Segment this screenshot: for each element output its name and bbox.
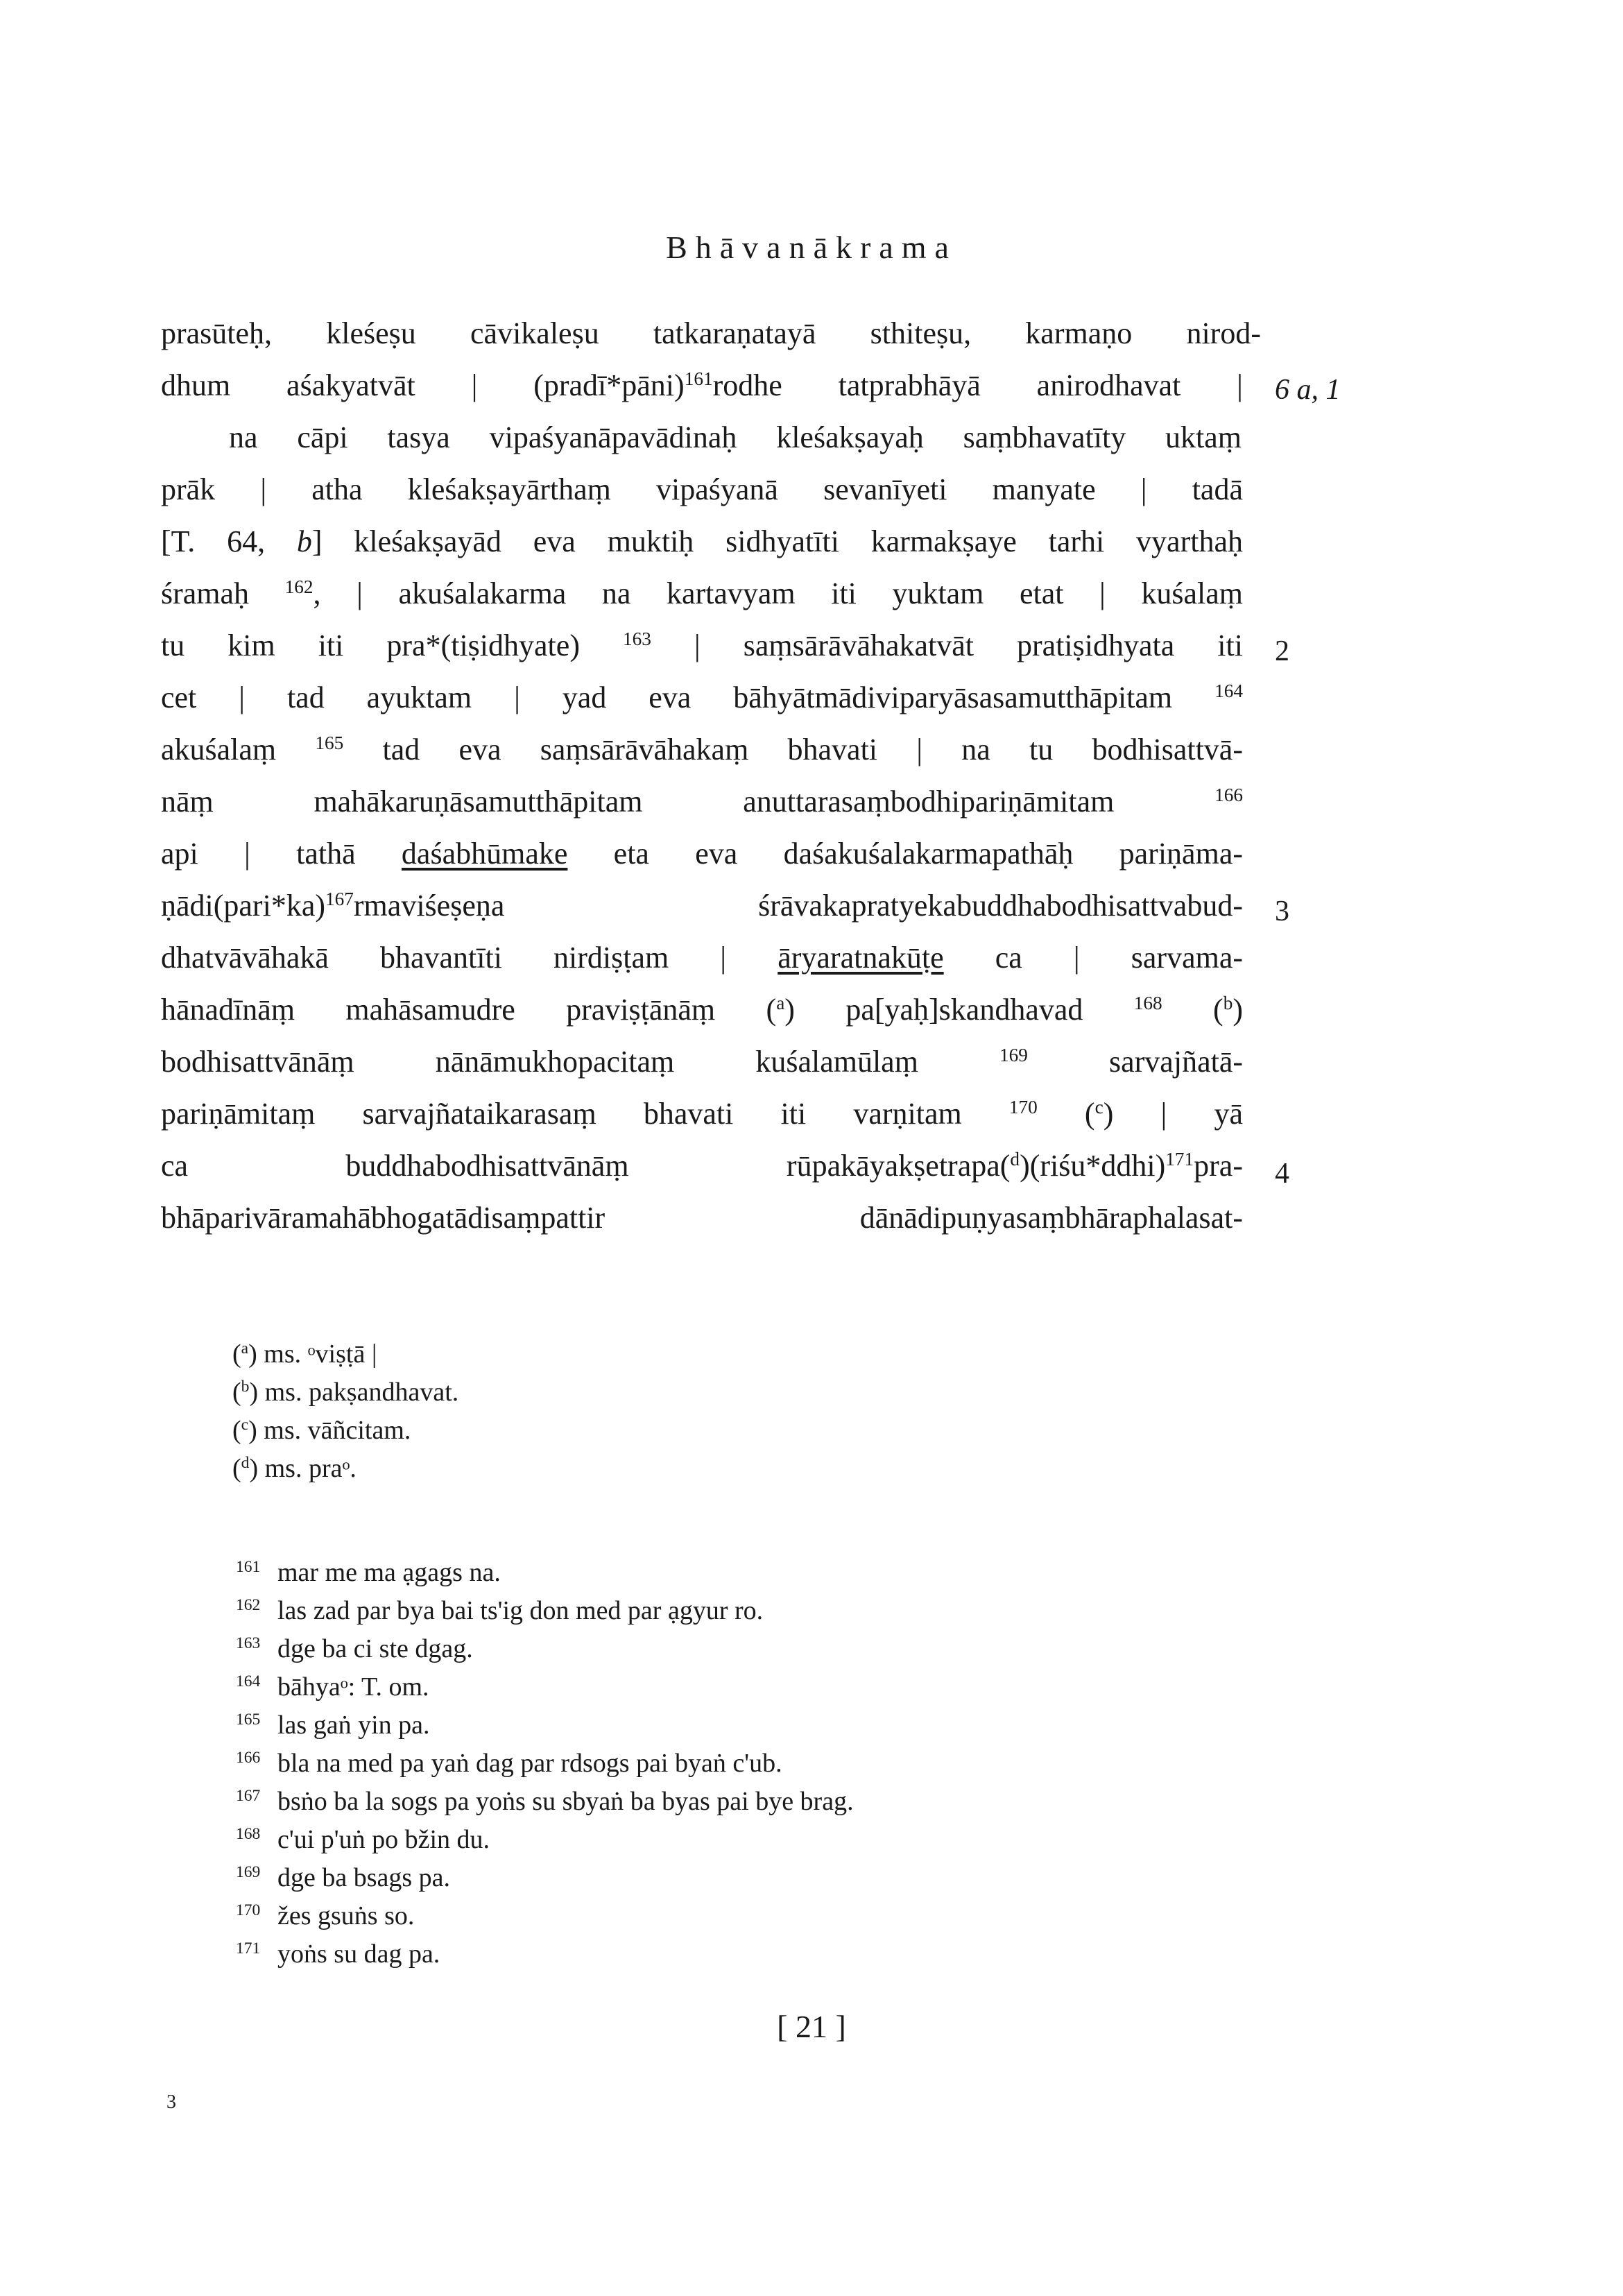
footnote: 164 bāhyaᵒ: T. om.	[236, 1672, 429, 1702]
variant-note: ($^a$) ms. ᵒviṣṭā |	[232, 1339, 377, 1369]
footnote: 170 žes gsuṅs so.	[236, 1901, 415, 1930]
variant-note: ($^d$) ms. praᵒ.	[232, 1454, 357, 1483]
text-line-9: akuśalaṃ $^{165}$ tad eva saṃsārāvāhakaṃ bhavati | na tu bodhisattvā-	[161, 733, 1243, 766]
variant-note: ($^b$) ms. pakṣandhavat.	[232, 1378, 459, 1407]
footnote: 163 dge ba ci ste dgag.	[236, 1634, 473, 1663]
variant-note: ($^c$) ms. vāñcitam.	[232, 1416, 411, 1445]
page-number: [ 21 ]	[777, 2009, 846, 2044]
signature-mark: 3	[166, 2091, 176, 2113]
text-line-12: ṇādi(pari*ka)$^{167}$rmaviśeṣeṇa śrāvakapratyekabuddhabodhisattvabud-	[161, 889, 1243, 923]
text-line-15: bodhisattvānāṃ nānāmukhopacitaṃ kuśalamūlaṃ $^{169}$ sarvajñatā-	[161, 1045, 1243, 1079]
text-line-7: tu kim iti pra*(tiṣidhyate) $^{163}$ | saṃsārāvāhakatvāt pratiṣidhyata iti	[161, 628, 1243, 662]
text-line-10: nāṃ mahākaruṇāsamutthāpitam anuttarasaṃbodhipariṇāmitam $^{166}$	[161, 785, 1243, 819]
footnote: 167 bsṅo ba la sogs pa yoṅs su sbyaṅ ba byas pai bye brag.	[236, 1787, 854, 1816]
text-line-2: dhum aśakyatvāt | (pradī*pāni)$^{161}$rodhe tatprabhāyā anirodhavat |	[161, 368, 1243, 402]
footnote: 165 las gaṅ yin pa.	[236, 1711, 430, 1740]
text-line-13: dhatvāvāhakā bhavantīti nirdiṣṭam | āryaratnakūṭe ca | sarvama-	[161, 941, 1244, 975]
footnote: 166 bla na med pa yaṅ dag par rdsogs pai byaṅ c'ub.	[236, 1749, 782, 1778]
text-line-4: prāk | atha kleśakṣayārthaṃ vipaśyanā sevanīyeti manyate | tadā	[161, 472, 1243, 506]
running-header: Bhāvanākrama	[666, 230, 957, 265]
footnote: 162 las zad par bya bai ts'ig don med par ạgyur ro.	[236, 1596, 764, 1625]
text-line-14: hānadīnāṃ mahāsamudre praviṣṭānāṃ ($^a$) pa[yaḥ]skandhavad $^{168}$ ($^b$)	[161, 993, 1243, 1027]
margin-ref-4: 4	[1275, 1158, 1289, 1190]
text-line-16: pariṇāmitaṃ sarvajñataikarasaṃ bhavati iti varṇitam $^{170}$ ($^c$) | yā	[161, 1097, 1243, 1131]
footnote: 161 mar me ma ạgags na.	[236, 1558, 501, 1587]
footnote: 171 yoṅs su dag pa.	[236, 1939, 440, 1969]
text-line-8: cet | tad ayuktam | yad eva bāhyātmādiviparyāsasamutthāpitam $^{164}$	[161, 680, 1243, 714]
text-line-18: bhāparivāramahābhogatādisaṃpattir dānādipuṇyasaṃbhāraphalasat-	[161, 1201, 1243, 1235]
margin-ref-2: 2	[1275, 635, 1289, 667]
text-line-5: [T. 64, b] kleśakṣayād eva muktiḥ sidhyatīti karmakṣaye tarhi vyarthaḥ	[161, 524, 1243, 558]
footnote: 169 dge ba bsags pa.	[236, 1863, 451, 1892]
margin-ref-3: 3	[1275, 896, 1289, 927]
text-line-3: na cāpi tasya vipaśyanāpavādinaḥ kleśakṣayaḥ saṃbhavatīty uktaṃ	[229, 420, 1242, 454]
text-line-6: śramaḥ $^{162}$, | akuśalakarma na kartavyam iti yuktam etat | kuśalaṃ	[161, 576, 1244, 610]
footnote: 168 c'ui p'uṅ po bžin du.	[236, 1825, 490, 1854]
margin-ref-6a1: 6 a, 1	[1275, 374, 1341, 406]
text-line-1: prasūteḥ, kleśeṣu cāvikaleṣu tatkaraṇatayā sthiteṣu, karmaṇo nirod-	[161, 316, 1261, 350]
text-line-17: ca buddhabodhisattvānāṃ rūpakāyakṣetrapa($^d$)(riśu*ddhi)$^{171}$pra-	[161, 1149, 1243, 1183]
text-line-11: api | tathā daśabhūmake eta eva daśakuśalakarmapathāḥ pariṇāma-	[161, 837, 1243, 871]
